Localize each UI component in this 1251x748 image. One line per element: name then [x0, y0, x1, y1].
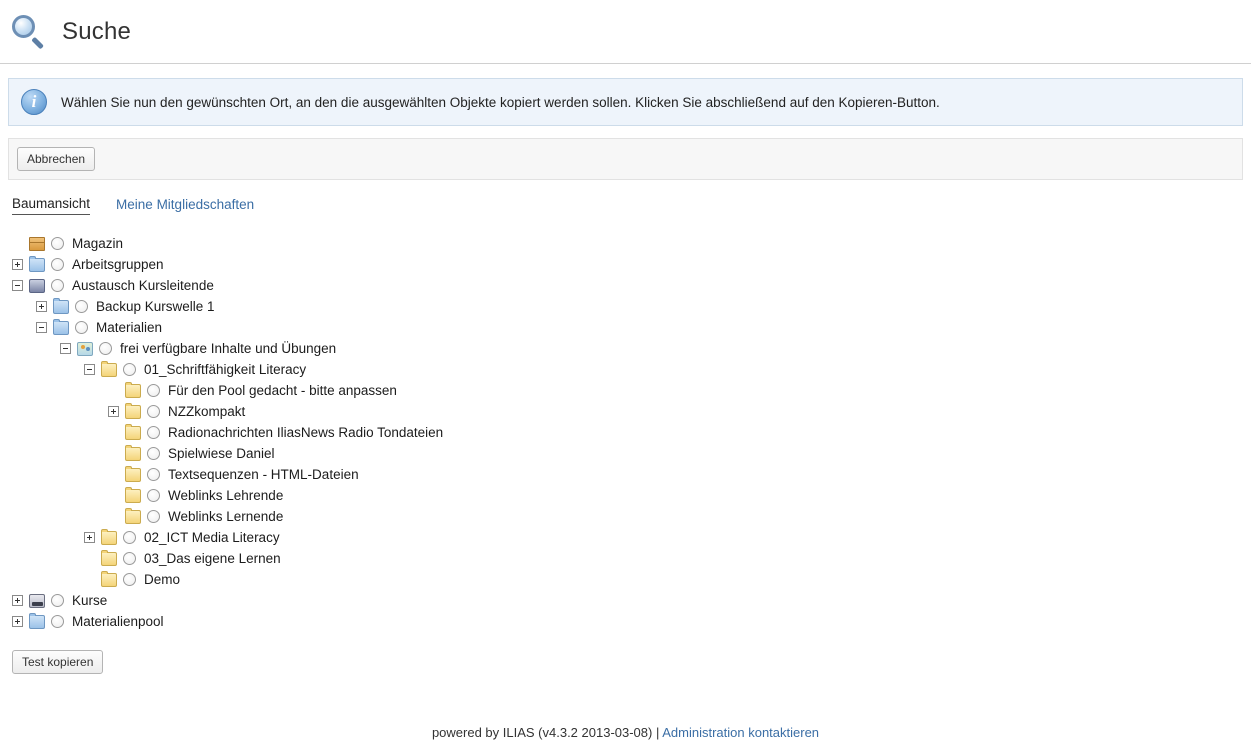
- tree-node-label: Spielwiese Daniel: [168, 446, 275, 461]
- folder-yellow-icon: [125, 468, 141, 482]
- target-radio[interactable]: [147, 384, 160, 397]
- tree-spacer: [108, 385, 119, 396]
- folder-yellow-icon: [125, 510, 141, 524]
- tree-node: [12, 527, 1239, 548]
- target-radio[interactable]: [51, 258, 64, 271]
- tree-node: [12, 464, 1239, 485]
- target-radio[interactable]: [123, 552, 136, 565]
- tree-node-label: Weblinks Lehrende: [168, 488, 284, 503]
- tree-node-label: Materialienpool: [72, 614, 164, 629]
- folder-yellow-icon: [125, 384, 141, 398]
- tree-node: [12, 485, 1239, 506]
- tree-node: [12, 401, 1239, 422]
- repository-tree: [0, 233, 1251, 632]
- target-radio[interactable]: [51, 615, 64, 628]
- folder-yellow-icon: [125, 447, 141, 461]
- folder-yellow-icon: [125, 489, 141, 503]
- info-message-text: Wählen Sie nun den gewünschten Ort, an den die ausgewählten Objekte kopiert werden sollen. Klicken Sie abschließend auf den Kopieren-Button.: [61, 94, 940, 110]
- tree-node-label: Textsequenzen - HTML-Dateien: [168, 467, 359, 482]
- folder-blue-icon: [53, 321, 69, 335]
- tree-spacer: [12, 238, 23, 249]
- tree-node-label: 01_Schriftfähigkeit Literacy: [144, 362, 307, 377]
- tree-node: [12, 422, 1239, 443]
- expand-icon[interactable]: [12, 616, 23, 627]
- toolbar: [8, 138, 1243, 180]
- tree-node-label: Magazin: [72, 236, 124, 251]
- tree-node-label: Für den Pool gedacht - bitte anpassen: [168, 383, 397, 398]
- folder-yellow-icon: [125, 426, 141, 440]
- cancel-button[interactable]: Abbrechen: [17, 147, 95, 171]
- tree-node-label: Kurse: [72, 593, 108, 608]
- tab-baumansicht[interactable]: Baumansicht: [12, 196, 90, 215]
- repository-box-icon: [29, 237, 45, 251]
- tree-node: [12, 254, 1239, 275]
- collapse-icon[interactable]: [36, 322, 47, 333]
- tree-node: [12, 317, 1239, 338]
- tree-node: [12, 233, 1239, 254]
- expand-icon[interactable]: [12, 259, 23, 270]
- folder-yellow-icon: [101, 573, 117, 587]
- tree-spacer: [108, 511, 119, 522]
- page-footer: [0, 725, 1251, 740]
- folder-blue-icon: [53, 300, 69, 314]
- copy-button[interactable]: Test kopieren: [12, 650, 103, 674]
- tree-node: [12, 569, 1239, 590]
- target-radio[interactable]: [147, 405, 160, 418]
- target-radio[interactable]: [51, 594, 64, 607]
- folder-yellow-icon: [101, 363, 117, 377]
- tree-node-label: frei verfügbare Inhalte und Übungen: [120, 341, 337, 356]
- target-radio[interactable]: [147, 510, 160, 523]
- tree-node: [12, 611, 1239, 632]
- expand-icon[interactable]: [108, 406, 119, 417]
- target-radio[interactable]: [147, 447, 160, 460]
- folder-yellow-icon: [101, 552, 117, 566]
- tree-spacer: [108, 448, 119, 459]
- collapse-icon[interactable]: [84, 364, 95, 375]
- tree-node: [12, 443, 1239, 464]
- tree-node-label: Materialien: [96, 320, 163, 335]
- tree-node: [12, 359, 1239, 380]
- tree-node-label: Weblinks Lernende: [168, 509, 284, 524]
- folder-blue-icon: [29, 615, 45, 629]
- search-icon: [12, 15, 46, 49]
- tree-node-label: NZZkompakt: [168, 404, 246, 419]
- folder-yellow-icon: [101, 531, 117, 545]
- info-icon: i: [21, 89, 47, 115]
- target-radio[interactable]: [147, 489, 160, 502]
- target-radio[interactable]: [51, 237, 64, 250]
- target-radio[interactable]: [123, 573, 136, 586]
- page-header: [0, 0, 1251, 64]
- group-icon: [77, 342, 93, 356]
- tree-spacer: [84, 574, 95, 585]
- target-radio[interactable]: [51, 279, 64, 292]
- tree-spacer: [108, 427, 119, 438]
- expand-icon[interactable]: [12, 595, 23, 606]
- target-radio[interactable]: [147, 426, 160, 439]
- target-radio[interactable]: [75, 300, 88, 313]
- tree-node: [12, 296, 1239, 317]
- course-icon: [29, 279, 45, 293]
- tree-node-label: Arbeitsgruppen: [72, 257, 164, 272]
- tree-node-label: Radionachrichten IliasNews Radio Tondateien: [168, 425, 444, 440]
- info-message: [8, 78, 1243, 126]
- tree-node: [12, 590, 1239, 611]
- target-radio[interactable]: [123, 363, 136, 376]
- expand-icon[interactable]: [84, 532, 95, 543]
- tree-node-label: 03_Das eigene Lernen: [144, 551, 281, 566]
- action-bar: [12, 650, 1251, 674]
- tree-spacer: [84, 553, 95, 564]
- expand-icon[interactable]: [36, 301, 47, 312]
- collapse-icon[interactable]: [60, 343, 71, 354]
- target-radio[interactable]: [147, 468, 160, 481]
- tree-node: [12, 338, 1239, 359]
- contact-administration-link[interactable]: Administration kontaktieren: [662, 725, 820, 740]
- tree-spacer: [108, 490, 119, 501]
- tree-node-label: Backup Kurswelle 1: [96, 299, 215, 314]
- tree-node: [12, 506, 1239, 527]
- courses-icon: [29, 594, 45, 608]
- tab-bar: [0, 196, 1251, 215]
- target-radio[interactable]: [123, 531, 136, 544]
- tree-node: [12, 275, 1239, 296]
- target-radio[interactable]: [75, 321, 88, 334]
- folder-blue-icon: [29, 258, 45, 272]
- collapse-icon[interactable]: [12, 280, 23, 291]
- tree-node: [12, 548, 1239, 569]
- tree-node-label: Demo: [144, 572, 181, 587]
- tree-spacer: [108, 469, 119, 480]
- folder-yellow-icon: [125, 405, 141, 419]
- tree-node-label: 02_ICT Media Literacy: [144, 530, 280, 545]
- tree-node-label: Austausch Kursleitende: [72, 278, 214, 293]
- target-radio[interactable]: [99, 342, 112, 355]
- tab-meine-mitgliedschaften[interactable]: Meine Mitgliedschaften: [116, 197, 255, 212]
- footer-text: powered by ILIAS (v4.3.2 2013-03-08) |: [431, 725, 663, 740]
- page-title: Suche: [62, 17, 132, 45]
- tree-node: [12, 380, 1239, 401]
